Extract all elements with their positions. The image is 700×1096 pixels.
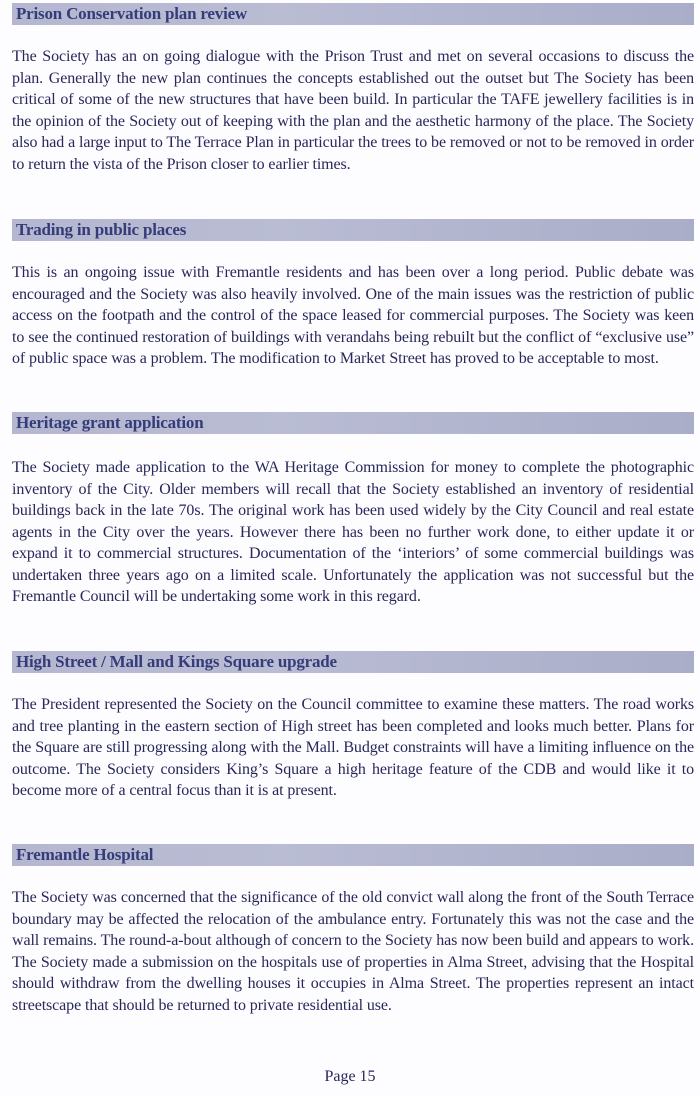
section-heading-text: Prison Conservation plan review (16, 4, 248, 23)
section-heading-trading-public-places (12, 219, 694, 241)
section-body-high-street: The President represented the Society on the Council committee to examine these matters. The road works and tree planting in the eastern section of High street has been completed and looks much better. Plans for the Square are still progressing along with the Mall. Budget constraints will have a limiting influence on the outcome. The Society considers King’s Square a high heritage feature of the CDB and would like it to become more of a central focus than it is at present. (12, 696, 694, 799)
section-heading-fremantle-hospital (12, 844, 694, 866)
page-number: Page 15 (324, 1068, 376, 1085)
section-body-heritage-grant: The Society made application to the WA Heritage Commission for money to complete the photographic inventory of the City. Older members will recall that the Society established an inventory of residential buildings back in the late 70s. The original work has been used widely by the City Council and real estate agents in the City over the years. However there has been no further work done, to either update it or expand it to commercial structures. Documentation of the ‘interiors’ of some commercial buildings was undertaken three years ago on a limited scale. Unfortunately the application was not successful but the Fremantle Council will be undertaking some work in this regard. (12, 459, 694, 605)
section-heading-heritage-grant (12, 412, 694, 434)
section-heading-prison-conservation (12, 3, 694, 25)
section-heading-high-street (12, 651, 694, 673)
section-body-prison-conservation: The Society has an on going dialogue with the Prison Trust and met on several occasions to discuss the plan. Generally the new plan continues the concepts established out the outset but The Society has been critical of some of the new structures that have been build. In particular the TAFE jewellery facilities is in the opinion of the Society out of keeping with the plan and the aesthetic harmony of the place. The Society also had a large input to The Terrace Plan in particular the trees to be removed or not to be removed in order to return the vista of the Prison closer to earlier times. (12, 48, 694, 173)
section-heading-text: Heritage grant application (16, 413, 204, 432)
section-heading-text: Trading in public places (16, 220, 187, 239)
section-heading-text: High Street / Mall and Kings Square upgrade (16, 652, 337, 671)
section-heading-text: Fremantle Hospital (16, 845, 154, 864)
section-body-trading-public-places: This is an ongoing issue with Fremantle residents and has been over a long period. Public debate was encouraged and the Society was also heavily involved. One of the main issues was the restriction of public access on the footpath and the control of the space leased for commercial purposes. The Society was keen to see the continued restoration of buildings with verandahs being rebuilt but the conflict of “exclusive use” of public space was a problem. The modification to Market Street has proved to be acceptable to most. (12, 264, 694, 367)
section-body-fremantle-hospital: The Society was concerned that the significance of the old convict wall along the front of the South Terrace boundary may be affected the relocation of the ambulance entry. Fortunately this was not the case and the wall remains. The round-a-bout although of concern to the Society has now been build and appears to work. The Society made a submission on the hospitals use of properties in Alma Street, advising that the Hospital should withdraw from the dwelling houses it occupies in Alma Street. The properties represent an intact streetscape that should be returned to private residential use. (12, 889, 694, 1014)
